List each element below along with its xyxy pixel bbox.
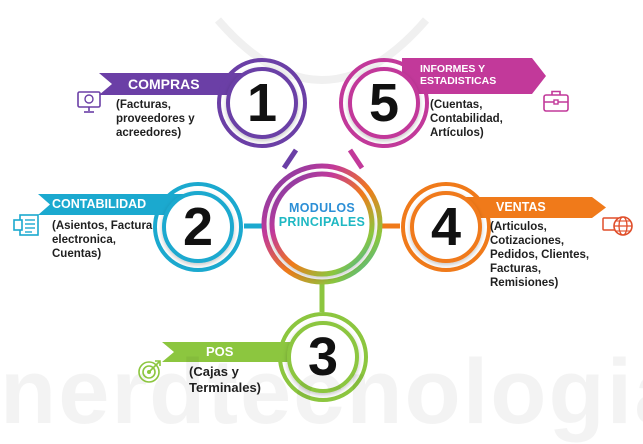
center-title-line1: MODULOS [289,201,355,215]
document-list-icon [12,213,40,237]
module-number-3: 3 [307,327,339,387]
module-desc-contabilidad: (Asientos, Factura electronica, Cuentas) [52,220,153,260]
module-title-compras: COMPRAS [128,76,200,92]
module-number-4: 4 [430,197,462,257]
computer-monitor-icon [76,90,102,114]
target-arrow-icon [137,358,163,384]
module-desc-pos: (Cajas y Terminales) [189,364,262,395]
center-title [268,201,376,229]
module-desc-ventas: (Articulos, Cotizaciones, Pedidos, Clientes, Facturas, Remisiones) [490,221,590,289]
module-title-pos: POS [206,344,234,359]
center-title-line2: PRINCIPALES [278,215,366,229]
module-title-informes: INFORMES Y ESTADISTICAS [420,63,497,87]
module-number-1: 1 [246,73,278,133]
module-desc-compras: (Facturas, proveedores y acreedores) [116,99,195,139]
module-desc-informes: (Cuentas, Contabilidad, Artículos) [430,99,503,139]
module-number-2: 2 [182,197,214,257]
connector-5 [350,150,362,168]
connector-1 [284,150,296,168]
module-title-ventas: VENTAS [496,200,546,214]
globe-screen-icon [602,212,634,240]
briefcase-icon [542,89,570,113]
module-number-5: 5 [368,73,400,133]
module-title-contabilidad: CONTABILIDAD [52,197,147,211]
